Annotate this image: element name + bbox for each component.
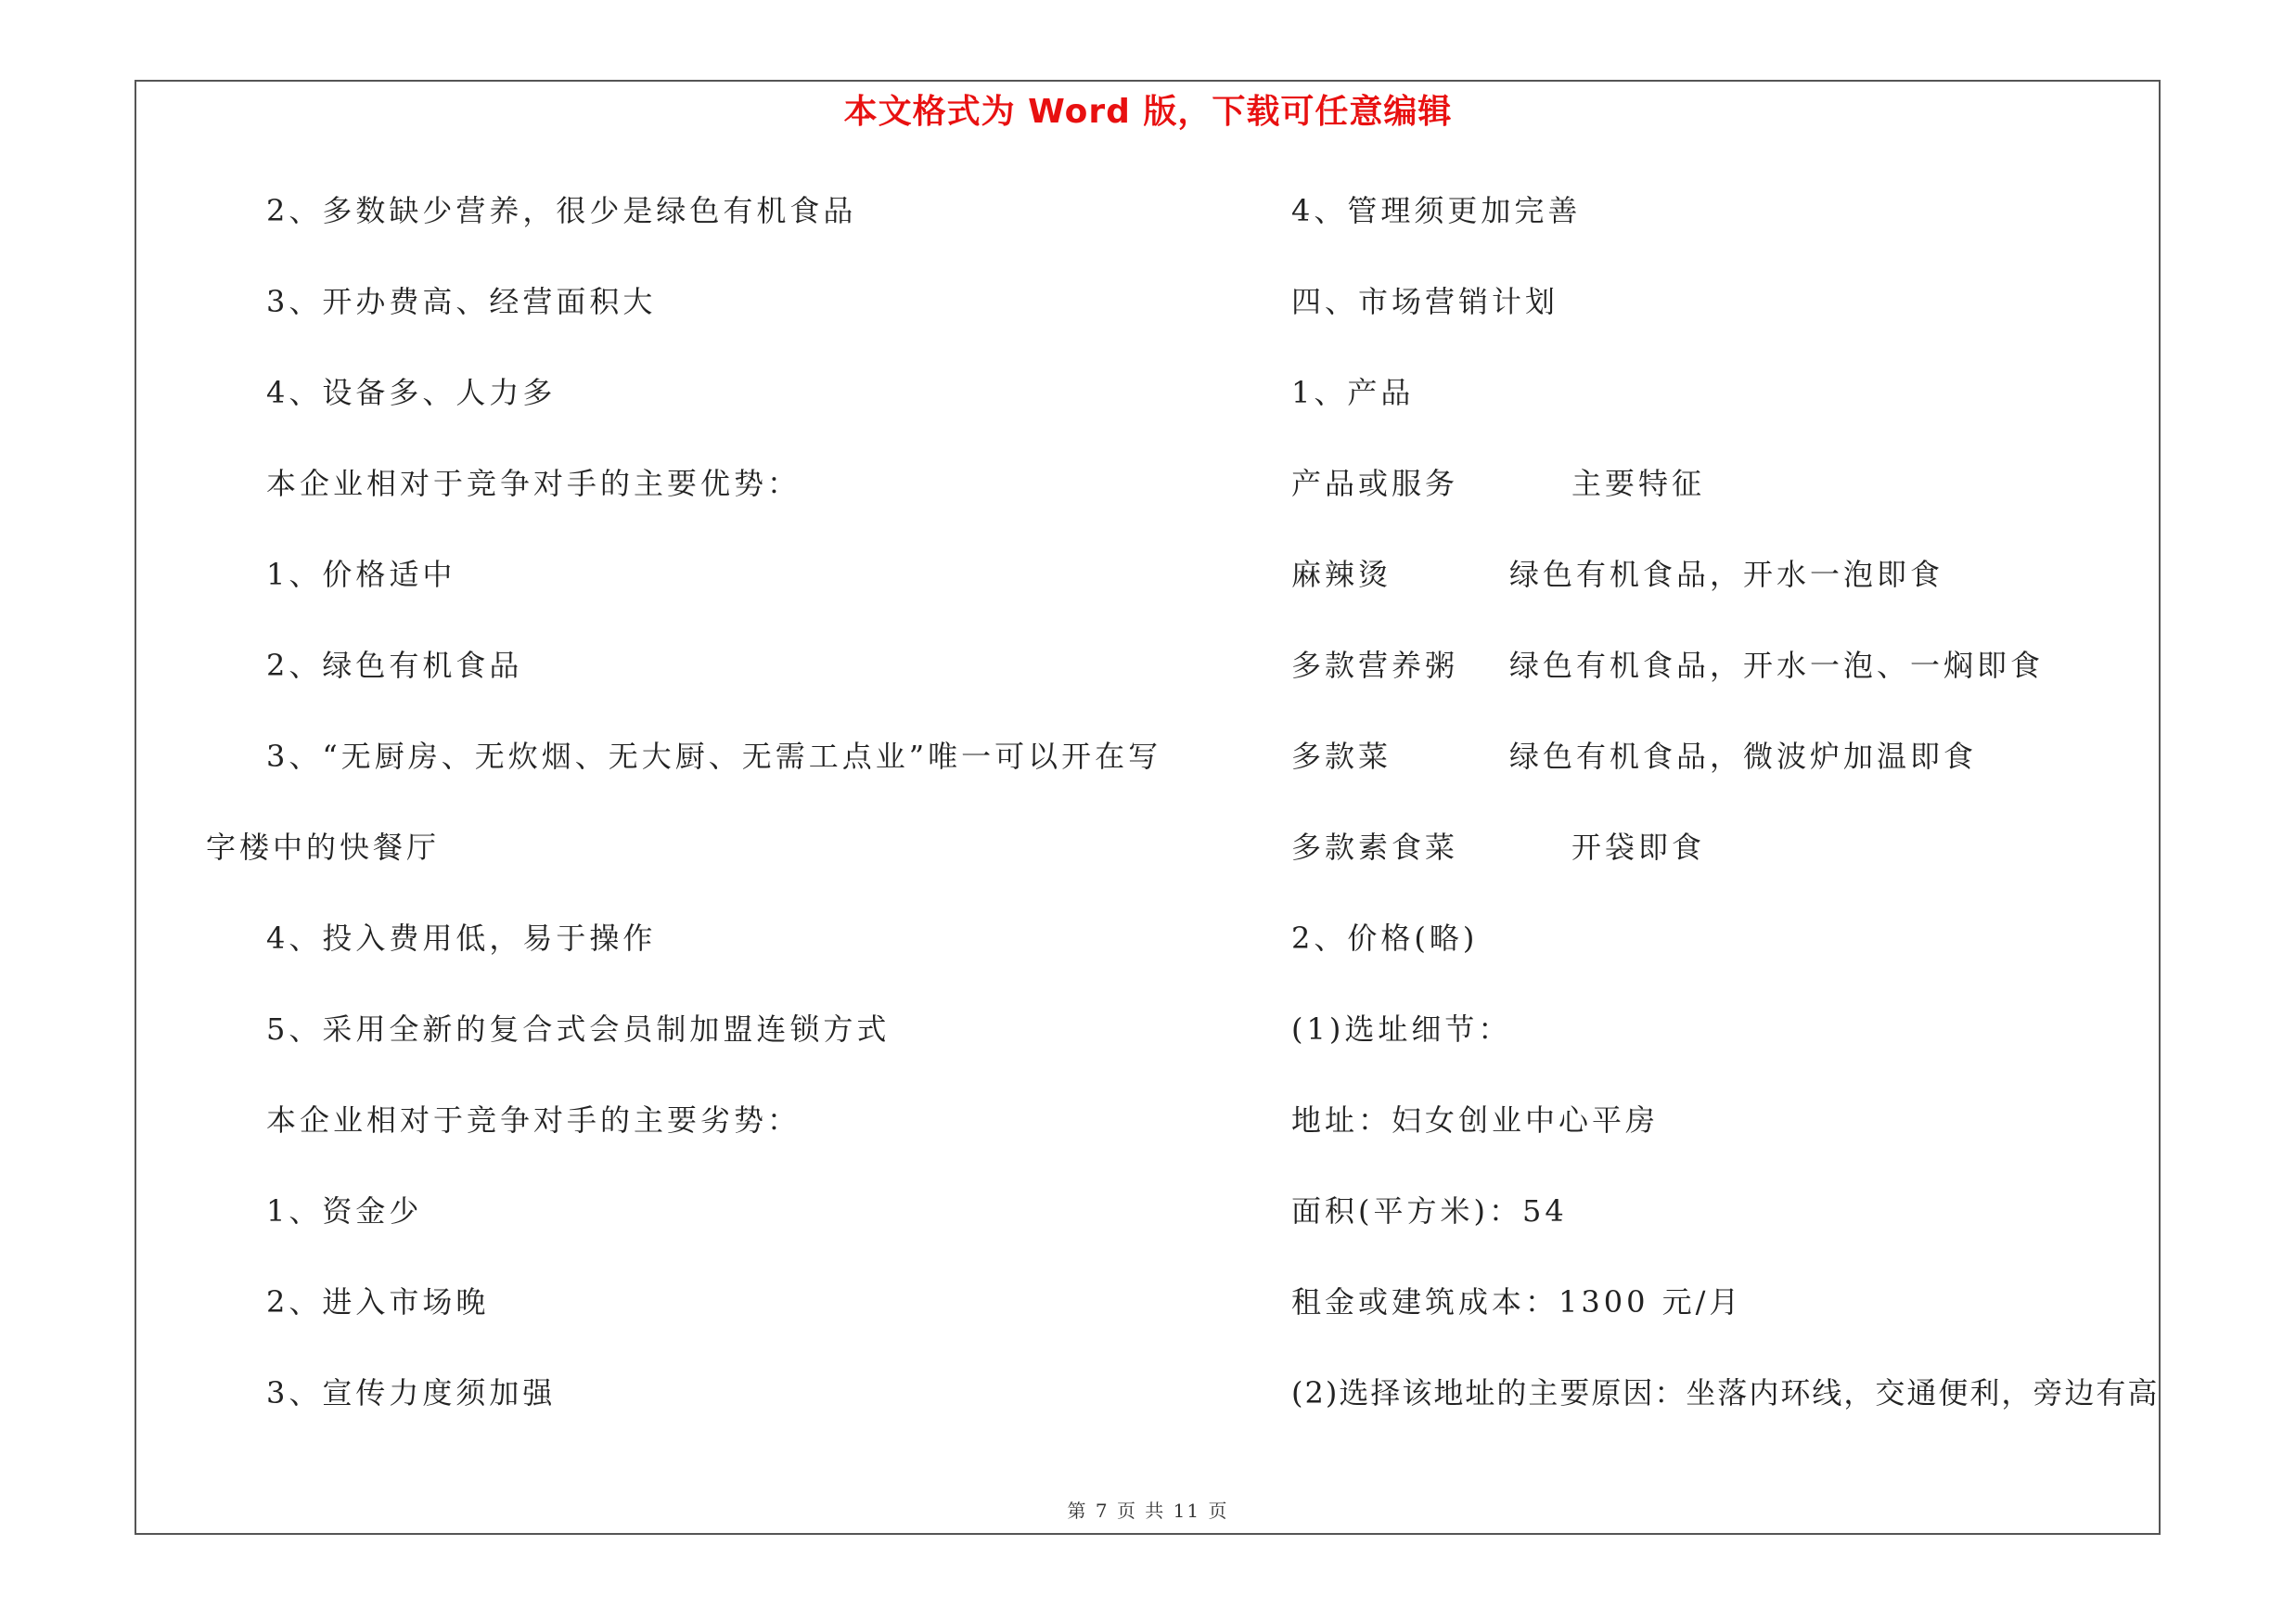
header-banner: 本文格式为 Word 版，下载可任意编辑 — [843, 93, 1453, 131]
table-cell: 多款营养粥 — [1291, 648, 1459, 683]
left-line: 4、投入费用低，易于操作 — [266, 921, 657, 956]
left-line: 4、设备多、人力多 — [266, 375, 557, 410]
left-line: 2、绿色有机食品 — [266, 648, 523, 683]
left-line: 2、进入市场晚 — [266, 1284, 490, 1320]
left-line: 2、多数缺少营养，很少是绿色有机食品 — [266, 193, 857, 228]
table-cell: 麻辣烫 — [1291, 557, 1392, 592]
right-line: 地址：妇女创业中心平房 — [1291, 1102, 1660, 1138]
right-line: 四、市场营销计划 — [1291, 284, 1559, 319]
left-line: 本企业相对于竞争对手的主要优势： — [266, 466, 802, 501]
table-header: 产品或服务 — [1291, 466, 1459, 501]
table-cell: 多款菜 — [1291, 739, 1392, 774]
right-line: 面积(平方米)：54 — [1291, 1193, 1568, 1229]
left-line: 3、宣传力度须加强 — [266, 1375, 557, 1410]
right-line: 2、价格(略) — [1291, 921, 1479, 956]
right-line: 1、产品 — [1291, 375, 1415, 410]
page-number: 第 7 页 共 11 页 — [1067, 1500, 1229, 1522]
left-line: 字楼中的快餐厅 — [206, 830, 441, 865]
right-line: (2)选择该地址的主要原因：坐落内环线，交通便利，旁边有高 — [1291, 1375, 2160, 1410]
left-line: 1、资金少 — [266, 1193, 423, 1229]
table-cell: 绿色有机食品，微波炉加温即食 — [1509, 739, 1978, 774]
table-cell: 开袋即食 — [1571, 830, 1706, 865]
table-cell: 多款素食菜 — [1291, 830, 1459, 865]
right-line: (1)选址细节： — [1291, 1011, 1512, 1047]
left-line: 5、采用全新的复合式会员制加盟连锁方式 — [266, 1011, 891, 1047]
table-cell: 绿色有机食品，开水一泡即食 — [1509, 557, 1944, 592]
left-line: 3、开办费高、经营面积大 — [266, 284, 657, 319]
left-line: 3、“无厨房、无炊烟、无大厨、无需工点业”唯一可以开在写 — [266, 739, 1162, 774]
left-line: 1、价格适中 — [266, 557, 456, 592]
right-line: 租金或建筑成本：1300 元/月 — [1291, 1284, 1743, 1320]
left-line: 本企业相对于竞争对手的主要劣势： — [266, 1102, 802, 1138]
table-cell: 绿色有机食品，开水一泡、一焖即食 — [1509, 648, 2045, 683]
table-header: 主要特征 — [1571, 466, 1706, 501]
right-line: 4、管理须更加完善 — [1291, 193, 1582, 228]
